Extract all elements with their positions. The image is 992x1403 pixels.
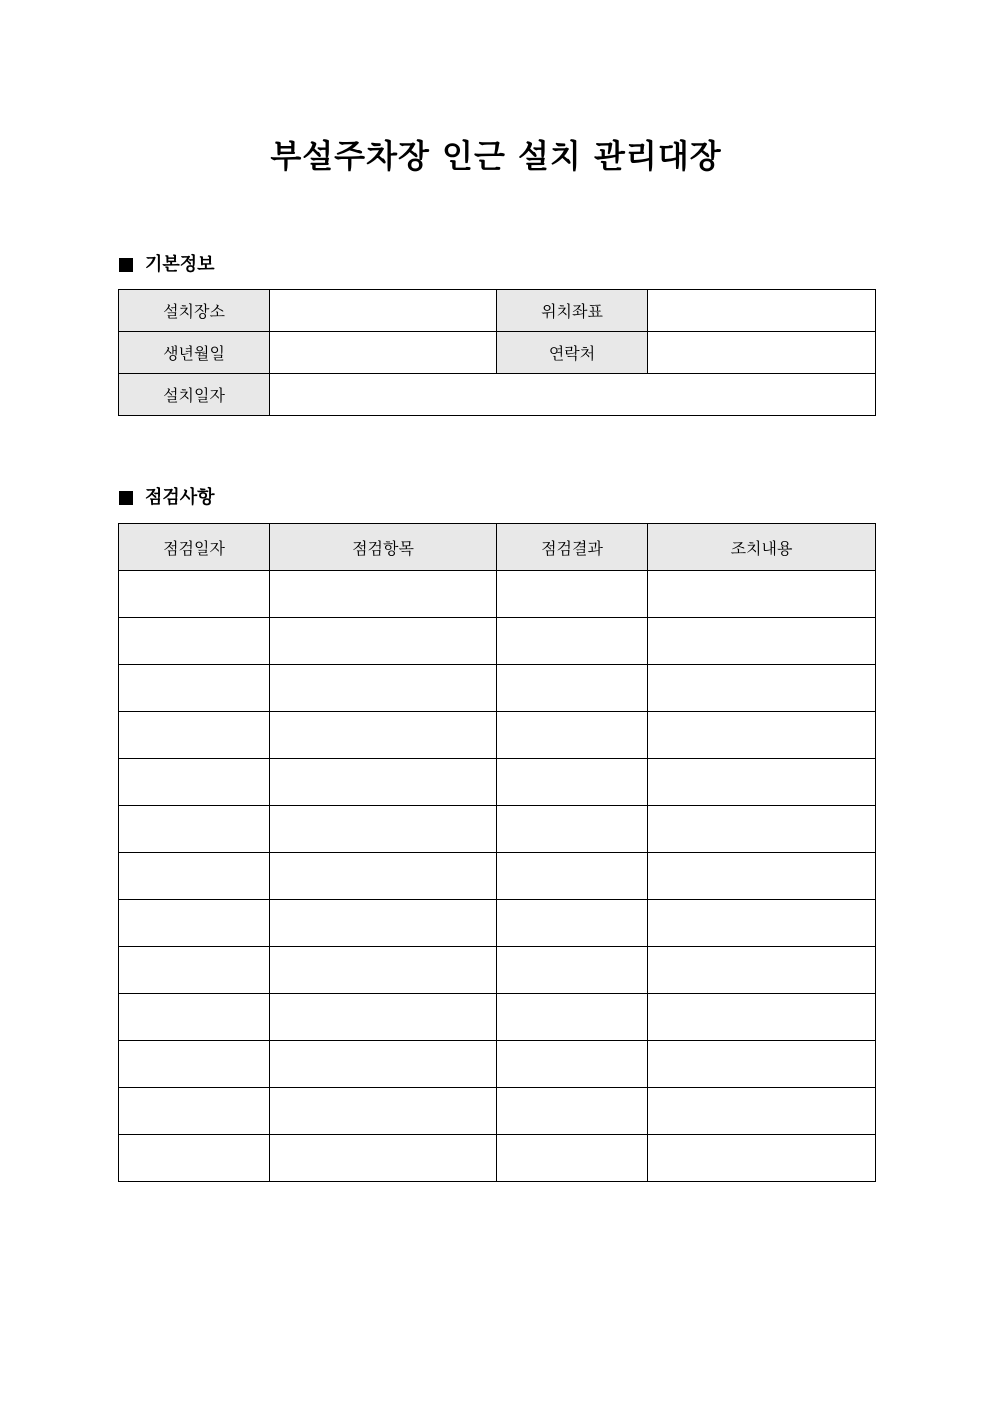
label-location-coords: 위치좌표 [497, 290, 648, 332]
inspection-date-cell[interactable] [119, 665, 270, 712]
table-row [119, 712, 876, 759]
inspection-date-cell[interactable] [119, 571, 270, 618]
action-taken-cell[interactable] [648, 994, 876, 1041]
inspection-date-cell[interactable] [119, 618, 270, 665]
table-row [119, 1135, 876, 1182]
inspection-date-cell[interactable] [119, 1041, 270, 1088]
square-bullet-icon [119, 491, 133, 505]
inspection-date-cell[interactable] [119, 1135, 270, 1182]
inspection-result-cell[interactable] [497, 947, 648, 994]
table-row [119, 290, 876, 332]
inspection-result-cell[interactable] [497, 900, 648, 947]
inspection-item-cell[interactable] [270, 1135, 497, 1182]
inspection-result-cell[interactable] [497, 994, 648, 1041]
square-bullet-icon [119, 258, 133, 272]
action-taken-cell[interactable] [648, 900, 876, 947]
action-taken-cell[interactable] [648, 665, 876, 712]
inspection-date-cell[interactable] [119, 994, 270, 1041]
label-install-date: 설치일자 [119, 374, 270, 416]
inspection-item-cell[interactable] [270, 1041, 497, 1088]
inspection-result-cell[interactable] [497, 571, 648, 618]
label-install-place: 설치장소 [119, 290, 270, 332]
table-row [119, 853, 876, 900]
table-row [119, 618, 876, 665]
label-birth-date: 생년월일 [119, 332, 270, 374]
inspection-item-cell[interactable] [270, 571, 497, 618]
inspection-item-cell[interactable] [270, 853, 497, 900]
section-heading-label: 점검사항 [145, 487, 215, 508]
action-taken-cell[interactable] [648, 806, 876, 853]
column-header-inspection-result: 점검결과 [497, 524, 648, 571]
inspection-item-cell[interactable] [270, 806, 497, 853]
action-taken-cell[interactable] [648, 1041, 876, 1088]
inspection-item-cell[interactable] [270, 900, 497, 947]
inspection-result-cell[interactable] [497, 665, 648, 712]
section-heading-label: 기본정보 [145, 254, 215, 275]
action-taken-cell[interactable] [648, 1135, 876, 1182]
table-row [119, 1088, 876, 1135]
table-row [119, 759, 876, 806]
action-taken-cell[interactable] [648, 759, 876, 806]
contact-field[interactable] [648, 332, 876, 374]
inspection-item-cell[interactable] [270, 712, 497, 759]
action-taken-cell[interactable] [648, 712, 876, 759]
table-row [119, 947, 876, 994]
inspection-result-cell[interactable] [497, 712, 648, 759]
action-taken-cell[interactable] [648, 1088, 876, 1135]
inspection-date-cell[interactable] [119, 900, 270, 947]
inspection-item-cell[interactable] [270, 665, 497, 712]
inspection-result-cell[interactable] [497, 1041, 648, 1088]
inspection-result-cell[interactable] [497, 806, 648, 853]
table-row [119, 665, 876, 712]
inspection-date-cell[interactable] [119, 806, 270, 853]
action-taken-cell[interactable] [648, 571, 876, 618]
inspection-date-cell[interactable] [119, 853, 270, 900]
install-date-field[interactable] [270, 374, 876, 416]
action-taken-cell[interactable] [648, 853, 876, 900]
birth-date-field[interactable] [270, 332, 497, 374]
inspection-table [118, 523, 876, 1182]
table-header-row [119, 524, 876, 571]
table-row [119, 900, 876, 947]
inspection-date-cell[interactable] [119, 712, 270, 759]
inspection-result-cell[interactable] [497, 1088, 648, 1135]
table-row [119, 1041, 876, 1088]
column-header-inspection-item: 점검항목 [270, 524, 497, 571]
inspection-result-cell[interactable] [497, 1135, 648, 1182]
basic-info-table [118, 289, 876, 416]
inspection-item-cell[interactable] [270, 618, 497, 665]
inspection-item-cell[interactable] [270, 947, 497, 994]
section-heading-inspection [119, 486, 215, 510]
column-header-inspection-date: 점검일자 [119, 524, 270, 571]
table-row [119, 994, 876, 1041]
inspection-item-cell[interactable] [270, 994, 497, 1041]
table-row [119, 374, 876, 416]
inspection-date-cell[interactable] [119, 1088, 270, 1135]
install-place-field[interactable] [270, 290, 497, 332]
location-coords-field[interactable] [648, 290, 876, 332]
label-contact: 연락처 [497, 332, 648, 374]
column-header-action-taken: 조치내용 [648, 524, 876, 571]
inspection-result-cell[interactable] [497, 853, 648, 900]
table-row [119, 806, 876, 853]
inspection-date-cell[interactable] [119, 759, 270, 806]
page-title: 부설주차장 인근 설치 관리대장 [270, 137, 722, 175]
table-row [119, 332, 876, 374]
action-taken-cell[interactable] [648, 618, 876, 665]
action-taken-cell[interactable] [648, 947, 876, 994]
inspection-item-cell[interactable] [270, 1088, 497, 1135]
inspection-result-cell[interactable] [497, 618, 648, 665]
inspection-item-cell[interactable] [270, 759, 497, 806]
table-row [119, 571, 876, 618]
inspection-result-cell[interactable] [497, 759, 648, 806]
inspection-date-cell[interactable] [119, 947, 270, 994]
section-heading-basic-info [119, 253, 215, 277]
